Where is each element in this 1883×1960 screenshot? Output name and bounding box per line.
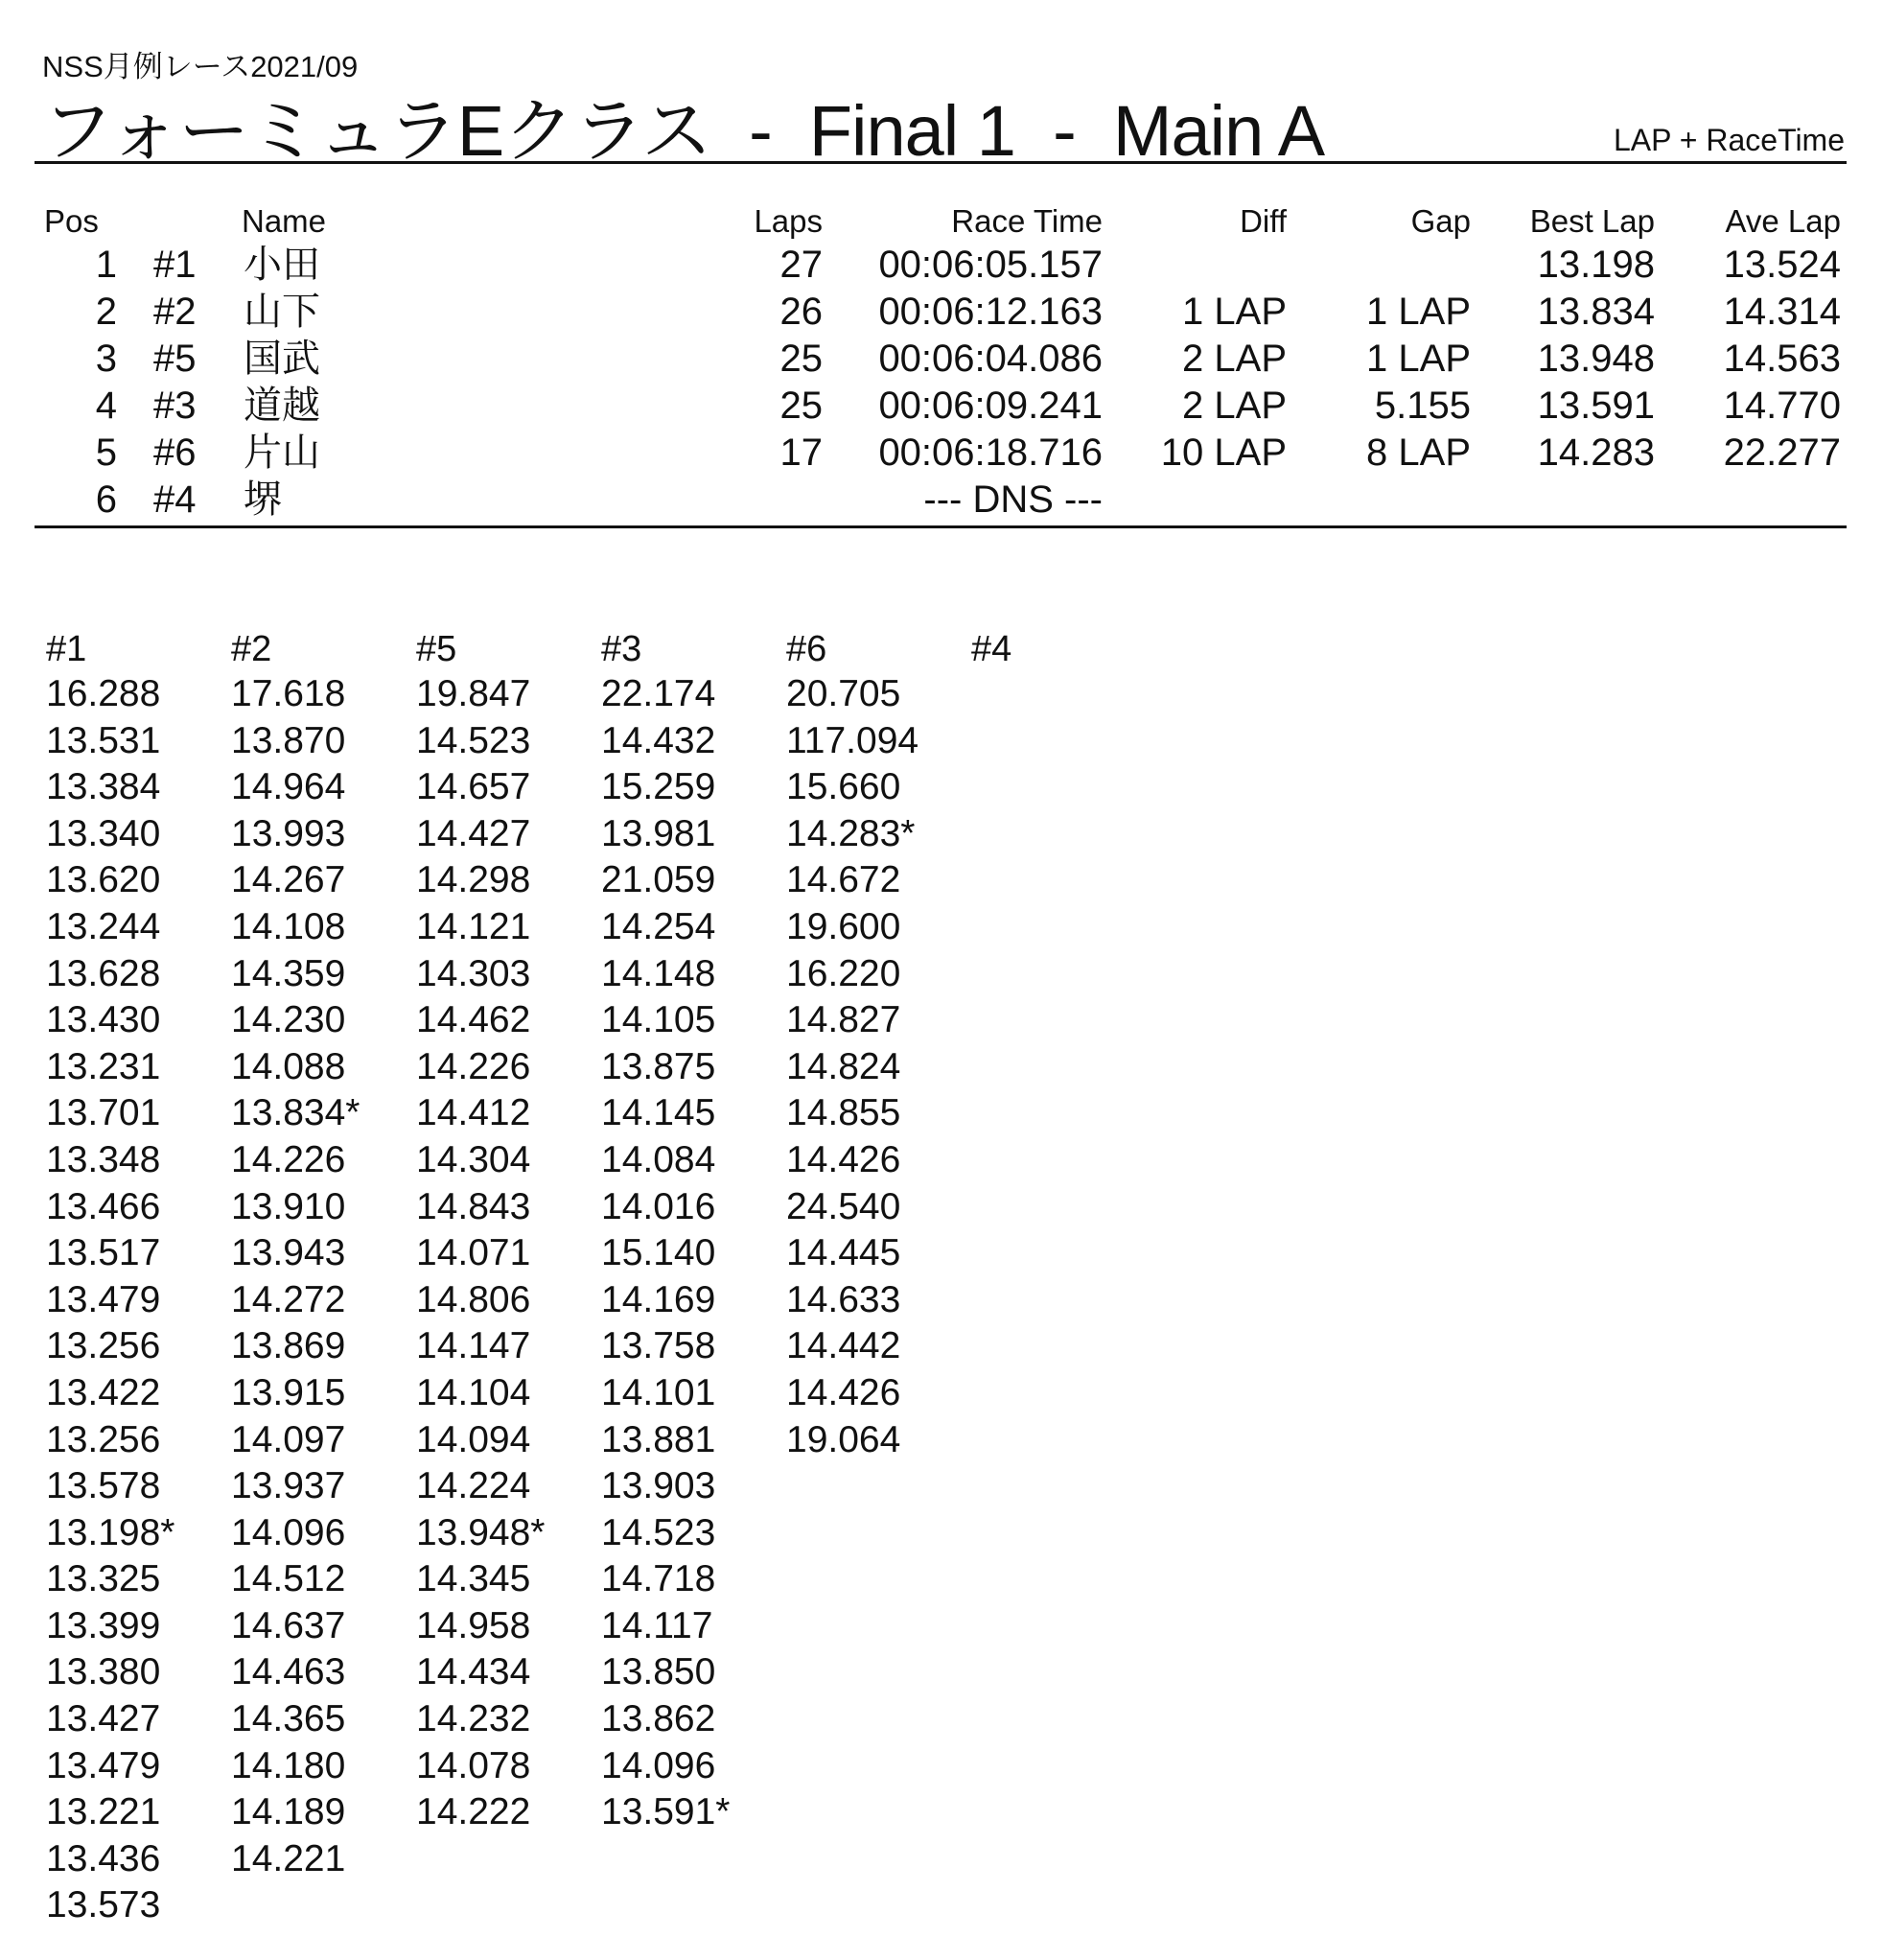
result-laps: 27 <box>779 244 823 286</box>
result-laps: 17 <box>779 432 823 474</box>
lap-time: 13.701 <box>46 1092 161 1134</box>
col-header-gap: Gap <box>1410 203 1471 239</box>
result-gap: 8 LAP <box>1366 432 1471 474</box>
lap-time: 13.380 <box>46 1651 161 1693</box>
lap-time: 14.304 <box>416 1138 531 1180</box>
lap-time: 13.881 <box>601 1418 716 1460</box>
lap-time: 14.180 <box>231 1744 346 1786</box>
lap-time: 14.824 <box>786 1045 901 1087</box>
col-header-race-time: Race Time <box>951 203 1103 239</box>
result-car-number: #3 <box>153 385 197 427</box>
results-divider <box>35 525 1847 528</box>
lap-time: 13.578 <box>46 1465 161 1507</box>
lap-time: 15.259 <box>601 766 716 808</box>
lap-time: 14.147 <box>416 1325 531 1367</box>
lap-time: 14.104 <box>416 1371 531 1413</box>
lap-time: 14.827 <box>786 999 901 1041</box>
col-header-name: Name <box>242 203 327 239</box>
lap-time: 14.964 <box>231 766 346 808</box>
timing-mode-label: LAP + RaceTime <box>1614 123 1845 157</box>
lap-time: 14.633 <box>786 1278 901 1320</box>
lap-time: 13.943 <box>231 1232 346 1274</box>
result-race-time: 00:06:04.086 <box>878 338 1103 380</box>
lap-time: 13.910 <box>231 1185 346 1227</box>
lap-time: 14.224 <box>416 1465 531 1507</box>
lap-column <box>231 627 413 1882</box>
header-divider <box>35 161 1847 164</box>
lap-time: 14.226 <box>231 1138 346 1180</box>
lap-time: 14.657 <box>416 766 531 808</box>
result-race-time: --- DNS --- <box>923 478 1103 521</box>
lap-time: 14.426 <box>786 1138 901 1180</box>
lap-time: 14.303 <box>416 952 531 994</box>
lap-time: 14.523 <box>601 1511 716 1553</box>
result-laps: 26 <box>779 291 823 333</box>
lap-time: 14.121 <box>416 905 531 947</box>
lap-time: 14.345 <box>416 1558 531 1600</box>
result-gap: 1 LAP <box>1366 291 1471 333</box>
lap-time: 14.254 <box>601 905 716 947</box>
result-ave-lap: 22.277 <box>1723 432 1841 474</box>
result-driver-name: 堺 <box>244 478 282 521</box>
lap-time: 14.442 <box>786 1325 901 1367</box>
lap-time: 14.718 <box>601 1558 716 1600</box>
lap-time: 13.620 <box>46 859 161 901</box>
lap-time: 13.244 <box>46 905 161 947</box>
lap-time: 13.479 <box>46 1278 161 1320</box>
lap-column-header: #2 <box>231 629 272 669</box>
result-pos: 5 <box>95 432 117 474</box>
lap-column <box>971 627 1153 671</box>
lap-time: 13.221 <box>46 1791 161 1833</box>
lap-time: 13.399 <box>46 1604 161 1646</box>
lap-time: 14.637 <box>231 1604 346 1646</box>
lap-column-header: #3 <box>601 629 642 669</box>
result-pos: 3 <box>95 338 117 380</box>
lap-time: 14.230 <box>231 999 346 1041</box>
lap-time: 14.272 <box>231 1278 346 1320</box>
lap-time: 15.140 <box>601 1232 716 1274</box>
lap-time: 13.628 <box>46 952 161 994</box>
lap-time: 13.427 <box>46 1698 161 1740</box>
lap-time: 14.094 <box>416 1418 531 1460</box>
lap-time: 13.869 <box>231 1325 346 1367</box>
lap-time: 13.903 <box>601 1465 716 1507</box>
result-ave-lap: 14.314 <box>1723 291 1841 333</box>
col-header-best-lap: Best Lap <box>1529 203 1655 239</box>
lap-time: 14.016 <box>601 1185 716 1227</box>
col-header-laps: Laps <box>754 203 823 239</box>
lap-time: 13.531 <box>46 719 161 761</box>
lap-time: 13.870 <box>231 719 346 761</box>
result-driver-name: 片山 <box>244 432 320 474</box>
lap-time: 14.298 <box>416 859 531 901</box>
result-ave-lap: 13.524 <box>1723 244 1841 286</box>
lap-time: 13.834* <box>231 1092 360 1134</box>
result-car-number: #6 <box>153 432 197 474</box>
lap-time: 13.384 <box>46 766 161 808</box>
lap-time: 13.758 <box>601 1325 716 1367</box>
lap-time: 14.462 <box>416 999 531 1041</box>
result-best-lap: 13.948 <box>1537 338 1655 380</box>
col-header-diff: Diff <box>1240 203 1287 239</box>
lap-time: 20.705 <box>786 673 901 714</box>
lap-time: 19.847 <box>416 673 531 714</box>
result-gap: 1 LAP <box>1366 338 1471 380</box>
result-car-number: #5 <box>153 338 197 380</box>
result-driver-name: 小田 <box>244 244 320 286</box>
result-best-lap: 13.591 <box>1537 385 1655 427</box>
lap-time: 13.981 <box>601 812 716 854</box>
lap-time: 14.222 <box>416 1791 531 1833</box>
lap-time: 19.064 <box>786 1418 901 1460</box>
result-ave-lap: 14.563 <box>1723 338 1841 380</box>
result-laps: 25 <box>779 385 823 427</box>
result-laps: 25 <box>779 338 823 380</box>
lap-time: 14.232 <box>416 1698 531 1740</box>
lap-time: 14.267 <box>231 859 346 901</box>
lap-time: 14.221 <box>231 1837 346 1879</box>
result-race-time: 00:06:18.716 <box>878 432 1103 474</box>
lap-time: 14.088 <box>231 1045 346 1087</box>
lap-time: 15.660 <box>786 766 901 808</box>
lap-time: 13.348 <box>46 1138 161 1180</box>
lap-time: 14.096 <box>231 1511 346 1553</box>
lap-time: 14.958 <box>416 1604 531 1646</box>
lap-time: 14.169 <box>601 1278 716 1320</box>
result-pos: 6 <box>95 478 117 521</box>
lap-column <box>416 627 598 1836</box>
lap-time: 14.365 <box>231 1698 346 1740</box>
lap-time: 14.097 <box>231 1418 346 1460</box>
lap-column-header: #1 <box>46 629 87 669</box>
lap-time: 13.948* <box>416 1511 546 1553</box>
lap-time: 13.573 <box>46 1884 161 1926</box>
lap-time: 14.463 <box>231 1651 346 1693</box>
lap-time: 22.174 <box>601 673 716 714</box>
lap-time: 117.094 <box>786 719 919 761</box>
lap-time: 14.084 <box>601 1138 716 1180</box>
col-header-pos: Pos <box>44 203 99 239</box>
result-gap: 5.155 <box>1374 385 1471 427</box>
result-race-time: 00:06:09.241 <box>878 385 1103 427</box>
lap-time: 16.288 <box>46 673 161 714</box>
result-diff: 2 LAP <box>1182 338 1287 380</box>
col-header-ave-lap: Ave Lap <box>1725 203 1841 239</box>
lap-time: 14.359 <box>231 952 346 994</box>
lap-time: 14.412 <box>416 1092 531 1134</box>
lap-time: 13.591* <box>601 1791 731 1833</box>
lap-time: 14.523 <box>416 719 531 761</box>
lap-time: 14.189 <box>231 1791 346 1833</box>
lap-time: 14.843 <box>416 1185 531 1227</box>
lap-time: 16.220 <box>786 952 901 994</box>
result-car-number: #2 <box>153 291 197 333</box>
lap-time: 24.540 <box>786 1185 901 1227</box>
lap-time: 13.517 <box>46 1232 161 1274</box>
lap-column-header: #4 <box>971 629 1012 669</box>
result-ave-lap: 14.770 <box>1723 385 1841 427</box>
lap-time: 19.600 <box>786 905 901 947</box>
lap-time: 17.618 <box>231 673 346 714</box>
lap-time: 13.436 <box>46 1837 161 1879</box>
page-title: フォーミュラEクラス - Final 1 - Main A <box>42 91 1325 171</box>
result-diff: 10 LAP <box>1160 432 1287 474</box>
lap-time: 14.145 <box>601 1092 716 1134</box>
result-pos: 1 <box>95 244 117 286</box>
lap-time: 14.071 <box>416 1232 531 1274</box>
lap-column-header: #5 <box>416 629 457 669</box>
lap-time: 14.117 <box>601 1604 713 1646</box>
lap-time: 13.422 <box>46 1371 161 1413</box>
lap-time: 13.937 <box>231 1465 346 1507</box>
lap-column <box>601 627 783 1836</box>
lap-time: 14.512 <box>231 1558 346 1600</box>
lap-time: 13.850 <box>601 1651 716 1693</box>
lap-time: 13.466 <box>46 1185 161 1227</box>
lap-column <box>46 627 228 1929</box>
lap-time: 13.198* <box>46 1511 175 1553</box>
result-best-lap: 13.834 <box>1537 291 1655 333</box>
lap-time: 13.993 <box>231 812 346 854</box>
lap-time: 14.806 <box>416 1278 531 1320</box>
lap-time: 13.340 <box>46 812 161 854</box>
result-diff: 2 LAP <box>1182 385 1287 427</box>
result-race-time: 00:06:05.157 <box>878 244 1103 286</box>
lap-time: 13.915 <box>231 1371 346 1413</box>
lap-time: 14.096 <box>601 1744 716 1786</box>
lap-column <box>786 627 968 1463</box>
lap-time: 13.325 <box>46 1558 161 1600</box>
result-pos: 4 <box>95 385 117 427</box>
lap-time: 21.059 <box>601 859 716 901</box>
result-best-lap: 13.198 <box>1537 244 1655 286</box>
result-driver-name: 山下 <box>244 291 320 333</box>
lap-time: 14.427 <box>416 812 531 854</box>
lap-time: 13.875 <box>601 1045 716 1087</box>
result-pos: 2 <box>95 291 117 333</box>
lap-time: 14.148 <box>601 952 716 994</box>
lap-time: 14.108 <box>231 905 346 947</box>
lap-column-header: #6 <box>786 629 827 669</box>
lap-time: 14.426 <box>786 1371 901 1413</box>
lap-time: 14.105 <box>601 999 716 1041</box>
lap-time: 14.432 <box>601 719 716 761</box>
result-race-time: 00:06:12.163 <box>878 291 1103 333</box>
lap-time: 13.862 <box>601 1698 716 1740</box>
lap-time: 14.078 <box>416 1744 531 1786</box>
result-diff: 1 LAP <box>1182 291 1287 333</box>
lap-time: 14.101 <box>601 1371 716 1413</box>
lap-time: 14.672 <box>786 859 901 901</box>
result-car-number: #1 <box>153 244 197 286</box>
result-car-number: #4 <box>153 478 197 521</box>
lap-time: 13.231 <box>46 1045 161 1087</box>
result-driver-name: 国武 <box>244 338 320 380</box>
lap-time: 13.430 <box>46 999 161 1041</box>
lap-time: 14.283* <box>786 812 916 854</box>
result-best-lap: 14.283 <box>1537 432 1655 474</box>
lap-time: 14.434 <box>416 1651 531 1693</box>
result-driver-name: 道越 <box>244 385 320 427</box>
report-subtitle: NSS月例レース2021/09 <box>42 50 359 83</box>
lap-time: 13.479 <box>46 1744 161 1786</box>
lap-time: 14.855 <box>786 1092 901 1134</box>
lap-time: 14.226 <box>416 1045 531 1087</box>
lap-time: 14.445 <box>786 1232 901 1274</box>
lap-time: 13.256 <box>46 1325 161 1367</box>
lap-time: 13.256 <box>46 1418 161 1460</box>
